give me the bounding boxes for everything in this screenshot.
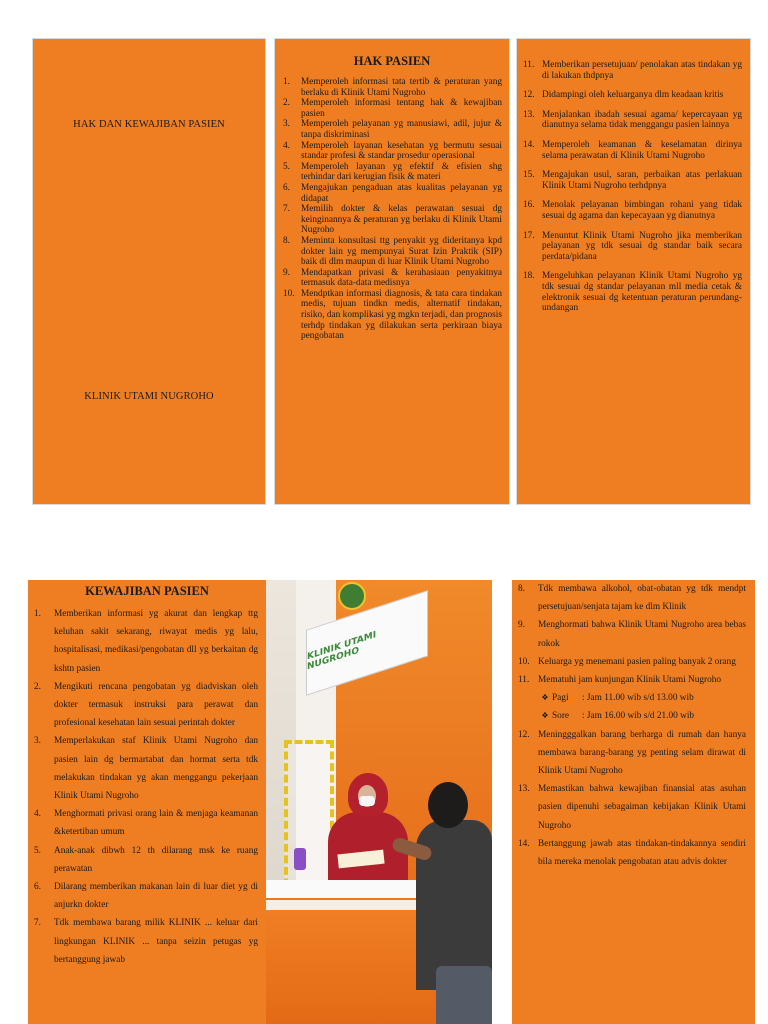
list-item: 7. Memilih dokter & kelas perawatan sesuai dg keinginannya & peraturan yg berlaku di Klinik Utami Nugroho — [283, 204, 502, 236]
list-item: 16. Menolak pelayanan bimbingan rohani yang tidak sesuai dg agama dan kepecayaan yg dianutnya — [523, 200, 742, 221]
list-item: 9. Menghormati bahwa Klinik Utami Nugroho area bebas rokok — [518, 620, 746, 649]
list-item: 3. Memperlakukan staf Klinik Utami Nugroho dan pasien lain dg bermartabat dan hormat serta tdk melakukan tindakan yg akan menggangu pekerjaan Klinik Utami Nugroho — [34, 736, 258, 802]
list-item: 1. Memberikan informasi yg akurat dan lengkap ttg keluhan sakit sekarang, riwayat medis yg lalu, hospitalisasi, medikasi/pengobatan dll yg berkaitan dg kshtn pasien — [34, 609, 258, 674]
list-item: 6. Mengajukan pengaduan atas kualitas pelayanan yg didapat — [283, 182, 502, 204]
visiting-hours-morning: ❖ Pagi : Jam 11.00 wib s/d 13.00 wib — [538, 689, 746, 707]
list-item: 5. Memperoleh layanan yg efektif & efisien shg terhindar dari kerugian fisik & materi — [283, 161, 502, 183]
kewajiban-pasien-continued-panel — [512, 580, 755, 1024]
clinic-logo-icon — [338, 582, 366, 610]
list-item: 12. Didampingi oleh keluarganya dlm keadaan kritis — [523, 90, 724, 101]
list-item: 2. Memperoleh informasi tentang hak & kewajiban pasien — [283, 98, 502, 119]
list-item: 4. Menghormati privasi orang lain & menjaga keamanan &ketertiban umum — [34, 809, 258, 838]
list-item: 9. Mendapatkan privasi & kerahasiaan penyakitnya termasuk data-data medisnya — [283, 267, 502, 289]
kewajiban-pasien-panel — [28, 580, 266, 1024]
list-item: 8. Meminta konsultasi ttg penyakit yg dideritanya kpd dokter lain yg mempunyai Surat Izin Praktik (SIP) baik di dlm maupun di luar Klinik Utami Nugroho — [283, 235, 502, 268]
hak-pasien-list — [283, 77, 502, 342]
list-item: 17. Menuntut Klinik Utami Nugroho jika memberikan pelayanan yg tdk sesuai dg standar baik secara perdata/pidana — [523, 230, 742, 262]
diamond-bullet-icon: ❖ — [541, 693, 549, 703]
clinic-reception-photo — [266, 580, 492, 1024]
list-item: 15. Mengajukan usul, saran, perbaikan atas perlakuan Klinik Utami Nugroho terhdpnya — [523, 170, 742, 191]
list-item: 11. Mematuhi jam kunjungan Klinik Utami Nugroho — [518, 675, 722, 686]
list-item: 14. Memperoleh keamanan & keselamatan dirinya selama perawatan di Klinik Utami Nugroho — [523, 139, 742, 161]
kewajiban-pasien-heading: KEWAJIBAN PASIEN — [85, 584, 209, 598]
diamond-bullet-icon: ❖ — [541, 711, 549, 721]
list-item: 12. Meningggalkan barang berharga di rumah dan hanya membawa barang-barang yg penting selam dirawat di Klinik Utami Nugroho — [518, 729, 746, 777]
visiting-hours — [518, 689, 746, 725]
list-item: 8. Tdk membawa alkohol, obat-obatan yg tdk mendpt persetujuan/senjata tajam ke dlm Klinik — [518, 584, 746, 613]
visiting-hours-evening: ❖ Sore : Jam 16.00 wib s/d 21.00 wib — [538, 707, 746, 725]
list-item: 3. Memperoleh pelayanan yg manusiawi, adil, jujur & tanpa diskriminasi — [283, 119, 502, 140]
brochure-title: HAK DAN KEWAJIBAN PASIEN — [73, 119, 225, 130]
hak-pasien-continued-panel — [516, 38, 751, 505]
list-item: 10. Mendptkan informasi diagnosis, & tata cara tindakan medis, tujuan tindkn medis, alternatif tindakan, risiko, dan komplikasi yg mgkn terjadi, dan prognosis terhdp tindakan yg dilakukan serta perkiraan biaya pengobatan — [283, 288, 502, 342]
list-item: 11. Memberikan persetujuan/ penolakan atas tindakan yg di lakukan thdpnya — [523, 60, 742, 81]
hak-pasien-heading: HAK PASIEN — [353, 54, 431, 68]
list-item: 10. Keluarga yg menemani pasien paling banyak 2 orang — [518, 656, 736, 667]
list-item: 1. Memperoleh informasi tata tertib & peraturan yang berlaku di Klinik Utami Nugroho — [283, 77, 502, 98]
kewajiban-pasien-list-end — [518, 726, 746, 872]
clinic-sign: KLINIK UTAMI NUGROHO — [306, 590, 428, 696]
list-item: 13. Memastikan bahwa kewajiban finansial atas asuhan pasien dipenuhi sebagaiman kebijakan Klinik Utami Nugroho — [518, 784, 746, 831]
list-item: 18. Mengeluhkan pelayanan Klinik Utami Nugroho yg tdk sesuai dg standar pelayanan mll media cetak & elektronik sesuai dg ketentuan peraturan perundang-undangan — [523, 271, 742, 314]
list-item: 7. Tdk membawa barang milik KLINIK ... keluar dari lingkungan KLINIK ... tanpa seizin petugas yg bertanggung jawab — [34, 918, 258, 965]
list-item: 5. Anak-anak dibwh 12 th dilarang msk ke ruang perawatan — [34, 845, 258, 874]
list-item: 2. Mengikuti rencana pengobatan yg diadviskan oleh dokter termasuk instruksi para perawat dan profesional kesehatan lain sesuai perintah dokter — [34, 681, 258, 729]
kewajiban-pasien-list — [34, 605, 258, 969]
glass-partition — [284, 740, 334, 898]
list-item: 14. Bertanggung jawab atas tindakan-tindakannya sendiri bila mereka menolak pengobatan atau advis dokter — [518, 838, 746, 868]
hak-pasien-list-continued — [523, 60, 742, 314]
hak-pasien-panel — [274, 38, 510, 505]
list-item: 4. Memperoleh layanan kesehatan yg bermutu sesuai standar profesi & standar prosedur operasional — [283, 140, 502, 162]
kewajiban-pasien-list-continued — [518, 580, 746, 689]
list-item: 13. Menjalankan ibadah sesuai agama/ kepercayaan yg dianutnya selama tidak menggangu pasien lainnya — [523, 109, 742, 131]
clinic-name: KLINIK UTAMI NUGROHO — [84, 391, 214, 402]
cover-panel — [32, 38, 266, 505]
list-item: 6. Dilarang memberikan makanan lain di luar diet yg di anjurkn dokter — [34, 882, 258, 911]
